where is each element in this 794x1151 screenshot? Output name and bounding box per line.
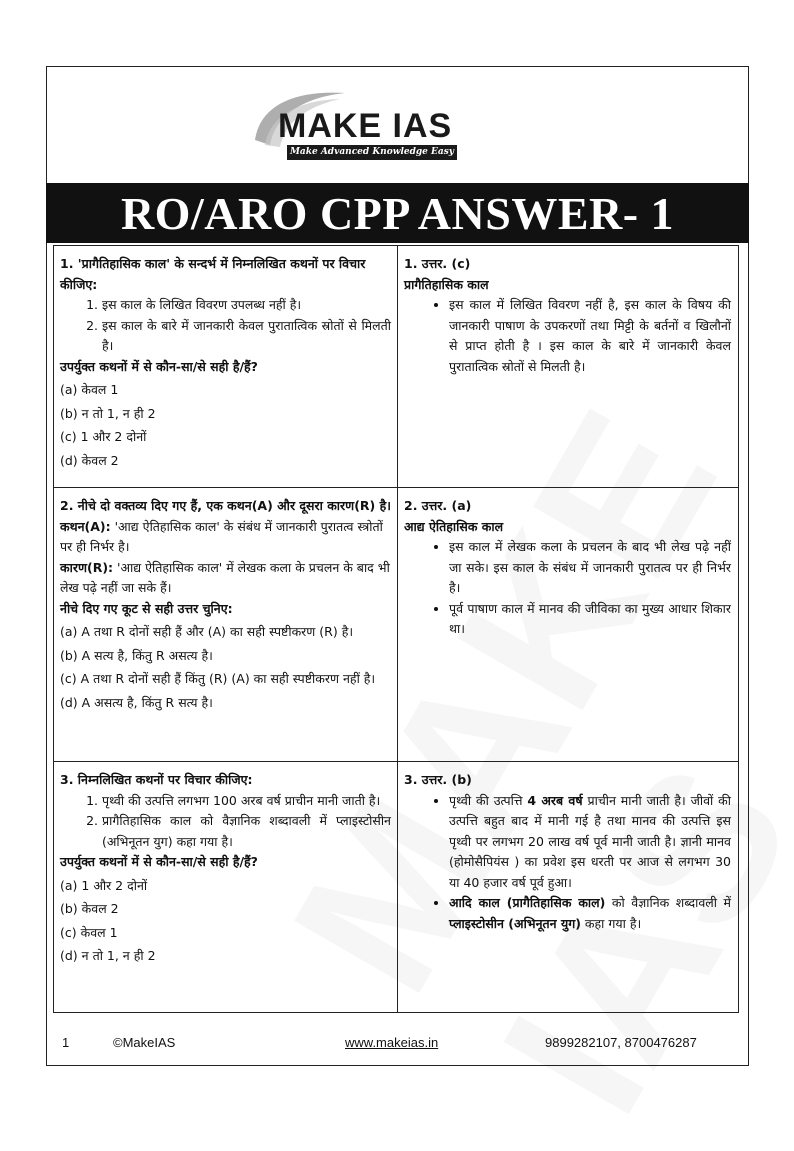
answer-cell xyxy=(398,762,737,1012)
text-run: पृथ्वी की उत्पत्ति xyxy=(449,792,528,808)
qa-table xyxy=(53,245,739,1013)
text-run-bold: आदि काल (प्रागैतिहासिक काल) xyxy=(449,895,606,910)
assertion-label: कथन(A): xyxy=(60,518,111,534)
option: (c) केवल 1 xyxy=(60,924,118,940)
text-run-bold: 4 अरब वर्ष xyxy=(527,792,583,808)
text-run: को वैज्ञानिक शब्दावली में xyxy=(605,895,731,910)
footer-phones: 9899282107, 8700476287 xyxy=(545,1035,697,1050)
answer-title: 1. उत्तर. (c) xyxy=(404,256,471,271)
question-title: 2. नीचे दो वक्तव्य दिए गए हैं, एक कथन(A) और दूसरा कारण(R) है। xyxy=(60,498,391,513)
text-run-bold: प्लाइस्टोसीन (अभिनूतन युग) xyxy=(449,915,581,931)
option: (d) न तो 1, न ही 2 xyxy=(60,948,156,963)
option: (b) केवल 2 xyxy=(60,901,119,916)
question-title: 3. निम्नलिखित कथनों पर विचार कीजिए: xyxy=(60,772,253,787)
question-title: 1. 'प्रागैतिहासिक काल' के सन्दर्भ में निम्नलिखित कथनों पर विचार कीजिए: xyxy=(60,256,366,292)
qa-row xyxy=(54,246,738,487)
logo-wordmark: MAKE IAS xyxy=(278,107,453,145)
option: (b) A सत्य है, किंतु R असत्य है। xyxy=(60,647,213,663)
answer-title: 3. उत्तर. (b) xyxy=(404,772,472,787)
answer-points xyxy=(404,295,731,377)
page-title: RO/ARO CPP ANSWER- 1 xyxy=(46,183,749,243)
question-prompt: नीचे दिए गए कूट से सही उत्तर चुनिए: xyxy=(60,600,233,616)
logo-tagline: Make Advanced Knowledge Easy xyxy=(287,145,457,160)
reason-text: 'आद्य ऐतिहासिक काल' में लेखक कला के प्रचलन के बाद भी लेख पढ़े नहीं जा सके हैं। xyxy=(60,559,390,595)
reason xyxy=(60,558,391,599)
question-prompt: उपर्युक्त कथनों में से कौन-सा/से सही है/हैं? xyxy=(60,854,258,869)
page-number: 1 xyxy=(62,1035,70,1050)
answer-title: 2. उत्तर. (a) xyxy=(404,498,472,513)
footer-copyright: ©MakeIAS xyxy=(113,1035,176,1050)
question-cell xyxy=(54,762,398,1012)
qa-row xyxy=(54,761,738,1012)
question-prompt: उपर्युक्त कथनों में से कौन-सा/से सही है/हैं? xyxy=(60,358,258,374)
assertion xyxy=(60,517,391,558)
qa-row xyxy=(54,487,738,761)
makeias-logo xyxy=(245,85,475,170)
option: (b) न तो 1, न ही 2 xyxy=(60,405,156,421)
option: (c) A तथा R दोनों सही हैं किंतु (R) (A) का सही स्पष्टीकरण नहीं है। xyxy=(60,671,376,686)
question-cell xyxy=(54,246,398,487)
option: (a) 1 और 2 दोनों xyxy=(60,877,148,893)
answer-points xyxy=(404,537,731,640)
answer-point: • इस काल में लिखित विवरण नहीं है, इस काल के विषय की जानकारी पाषाण के उपकरणों तथा मिट्टी के बर्तनों व खिलौनों से प्राप्त होती है । इस काल के बारे में जानकारी केवल पुरातात्विक स्रोतों से मिलती है। xyxy=(449,295,731,377)
option: (c) 1 और 2 दोनों xyxy=(60,429,147,444)
option: (d) केवल 2 xyxy=(60,452,119,468)
answer-point: • पूर्व पाषाण काल में मानव की जीविका का मुख्य आधार शिकार था। xyxy=(449,599,731,640)
statement: 2. इस काल के बारे में जानकारी केवल पुरातात्विक स्रोतों से मिलती है। xyxy=(102,316,391,357)
question-cell xyxy=(54,488,398,761)
statement: 1. पृथ्वी की उत्पत्ति लगभग 100 अरब वर्ष प्राचीन मानी जाती है। xyxy=(102,791,391,812)
answer-point xyxy=(449,893,731,934)
statement: 2. प्रागैतिहासिक काल को वैज्ञानिक शब्दावली में प्लाइस्टोसीन (अभिनूतन युग) कहा गया है। xyxy=(102,811,391,852)
reason-label: कारण(R): xyxy=(60,559,114,575)
answer-cell xyxy=(398,246,737,487)
answer-cell xyxy=(398,488,737,761)
answer-subtitle: प्रागैतिहासिक काल xyxy=(404,276,489,292)
answer-point: • इस काल में लेखक कला के प्रचलन के बाद भी लेख पढ़े नहीं जा सके। इस काल के संबंध में जानकारी पुरातत्व पर ही निर्भर है। xyxy=(449,537,731,599)
option: (a) केवल 1 xyxy=(60,382,119,397)
answer-points xyxy=(404,791,731,935)
assertion-text: 'आद्य ऐतिहासिक काल' के संबंध में जानकारी पुरातत्व स्त्रोतों पर ही निर्भर है। xyxy=(60,518,383,554)
statement: 1. इस काल के लिखित विवरण उपलब्ध नहीं है। xyxy=(102,295,391,316)
answer-subtitle: आद्य ऐतिहासिक काल xyxy=(404,518,504,534)
option: (a) A तथा R दोनों सही हैं और (A) का सही स्पष्टीकरण (R) है। xyxy=(60,624,354,639)
option: (d) A असत्य है, किंतु R सत्य है। xyxy=(60,694,213,710)
footer-website-link[interactable]: www.makeias.in xyxy=(345,1035,439,1050)
answer-point xyxy=(449,791,731,894)
text-run: कहा गया है। xyxy=(580,915,642,931)
statement-list xyxy=(60,295,391,357)
statement-list xyxy=(60,791,391,853)
text-run: प्राचीन मानी जाती है। जीवों की उत्पत्ति बहुत बाद में मानी गई है तथा मानव की उत्पत्ति इस पृथ्वी पर लगभग 20 लाख वर्ष पूर्व मानी जाती है। ज्ञानी मानव (होमोसैपियंस ) का प्रवेश इस धरती पर आज से लगभग 30 या 40 हजार वर्ष पूर्व हुआ। xyxy=(449,792,731,890)
